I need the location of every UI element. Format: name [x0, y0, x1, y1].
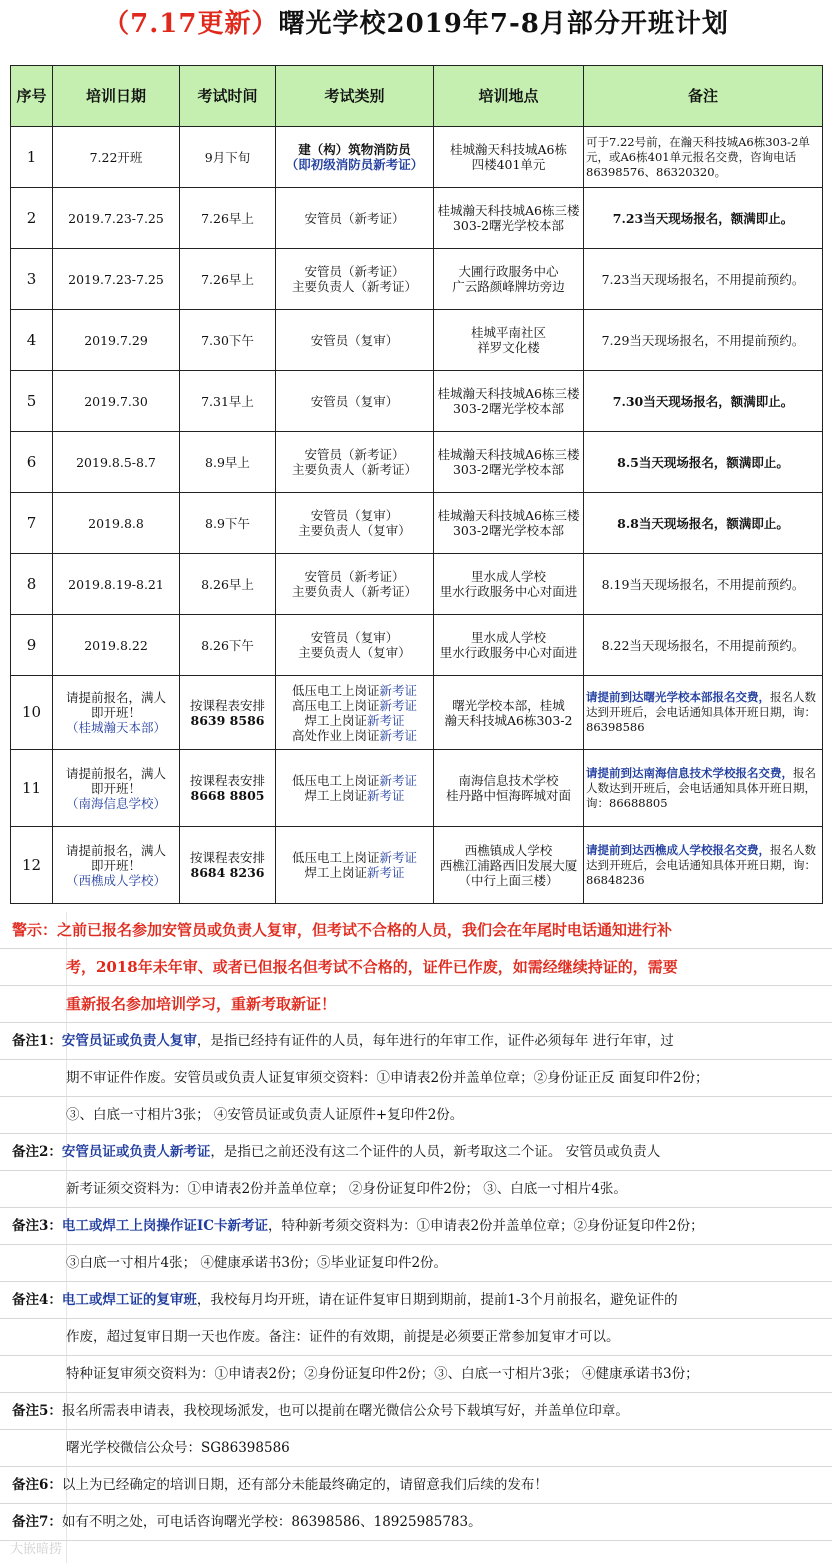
category-line: 主要负责人（复审） — [298, 645, 411, 660]
location-line: 里水成人学校 — [470, 630, 546, 645]
note-label: 备注1： — [12, 1033, 62, 1049]
cell-category — [276, 371, 434, 432]
note-label: 备注5： — [12, 1403, 62, 1419]
date-line: 2019.8.22 — [84, 637, 148, 653]
date-line: （南海信息学校） — [65, 795, 166, 811]
table-row — [11, 615, 823, 676]
table-row — [11, 827, 823, 904]
note-detail: 报名人数达到开班后，会电话通知具体开班日期，询：86398586 — [586, 690, 816, 734]
location-line: 303-2曙光学校本部 — [452, 462, 565, 477]
table-header-row — [11, 66, 823, 127]
warning-line-2: 考，2018年未年审、或者已但报名但考试不合格的，证件已作废，如需经继续持证的，需要 — [0, 949, 832, 986]
category-name: 低压电工上岗证 — [291, 850, 380, 865]
cell-category — [276, 249, 434, 310]
cell-date — [53, 676, 180, 750]
location-line: 广云路颜峰牌坊旁边 — [452, 279, 565, 294]
note-text: 报名所需表申请表，我校现场派发，也可以提前在曙光微信公众号下载填写好，并盖单位印章。 — [61, 1403, 629, 1419]
category-line: 安管员（复审） — [310, 508, 399, 523]
header-cell: 考试时间 — [180, 66, 276, 127]
note-highlight: 请提前到达曙光学校本部报名交费， — [586, 690, 770, 704]
note-label: 备注4： — [12, 1292, 62, 1308]
cell-note — [584, 127, 823, 188]
cell-date — [53, 188, 180, 249]
cell-note — [584, 310, 823, 371]
cell-category — [276, 676, 434, 750]
cell-note — [584, 615, 823, 676]
category-name: 低压电工上岗证 — [291, 773, 380, 788]
cell-date — [53, 554, 180, 615]
location-line: 桂城瀚天科技城A6栋三楼 — [437, 386, 580, 401]
note-line: 7.30当天现场报名，额满即止。 — [612, 393, 794, 409]
category-line — [278, 865, 431, 880]
date-line: 2019.7.23-7.25 — [68, 210, 164, 226]
category-line: 安管员（复审） — [310, 332, 399, 348]
cell-location — [434, 827, 584, 904]
note-topic: 电工或焊工上岗操作证IC卡新考证 — [61, 1218, 268, 1234]
cell-date — [53, 371, 180, 432]
note-paragraph-line — [0, 1504, 832, 1541]
table-row — [11, 432, 823, 493]
schedule-table — [10, 65, 823, 904]
warning-line-3: 重新报名参加培训学习，重新考取新证！ — [0, 986, 832, 1023]
exam-line: 8684 8236 — [190, 865, 265, 880]
location-line: 西樵江浦路西旧发展大厦 — [439, 857, 578, 873]
category-line: 主要负责人（复审） — [298, 523, 411, 538]
note-detail: 报名人数达到开班后，会电话通知具体开班日期，询：86688805 — [586, 765, 816, 810]
cell-note — [584, 249, 823, 310]
location-line: 桂丹路中恒海晖城对面 — [445, 788, 571, 803]
location-line: 四楼401单元 — [471, 157, 546, 172]
location-line: 大圃行政服务中心 — [458, 264, 559, 279]
location-line: 桂城瀚天科技城A6栋三楼 — [437, 203, 580, 218]
cell-date — [53, 750, 180, 827]
cell-note — [584, 676, 823, 750]
cell-exam-time — [180, 432, 276, 493]
cell-category — [276, 750, 434, 827]
category-type: 新考证 — [367, 712, 405, 728]
note-detail: 报名人数达到开班后，会电话通知具体开班日期，询：86848236 — [586, 842, 816, 887]
header-cell: 培训地点 — [434, 66, 584, 127]
cell-location — [434, 750, 584, 827]
category-line — [278, 788, 431, 803]
note-continuation-line: 新考证须交资料为：①申请表2份并盖单位章； ②身份证复印件2份； ③、白底一寸相片4张。 — [0, 1171, 832, 1208]
date-line: 2019.8.8 — [88, 515, 144, 531]
exam-line: 8.26下午 — [201, 637, 254, 653]
category-name: 高压电工上岗证 — [291, 697, 380, 713]
category-line: 建（构）筑物消防员 — [298, 142, 411, 157]
table-row — [11, 371, 823, 432]
exam-line: 7.30下午 — [201, 332, 254, 348]
note-line: 7.29当天现场报名，不用提前预约。 — [601, 332, 805, 348]
table-row — [11, 676, 823, 750]
page-title — [0, 0, 832, 48]
cell-index: 4 — [11, 310, 53, 371]
note-continuation-line: 作废，超过复审日期一天也作废。备注：证件的有效期，前提是必须要正常参加复审才可以。 — [0, 1319, 832, 1356]
note-line: 可于7.22号前，在瀚天科技城A6栋303-2单元，或A6栋401单元报名交费，咨询电话86398576、86320320。 — [586, 134, 810, 179]
category-name: 高处作业上岗证 — [291, 727, 380, 743]
location-line: 桂城瀚天科技城A6栋三楼 — [437, 508, 580, 523]
header-cell: 备注 — [584, 66, 823, 127]
category-line: 安管员（新考证） — [304, 264, 405, 279]
note-continuation-line: 曙光学校微信公众号：SG86398586 — [0, 1430, 832, 1467]
note-paragraph-line — [0, 1023, 832, 1060]
date-line: 2019.7.29 — [84, 332, 148, 348]
cell-location — [434, 310, 584, 371]
location-line: 桂城瀚天科技城A6栋 — [450, 142, 567, 157]
note-label: 备注6： — [12, 1477, 62, 1493]
cell-index: 5 — [11, 371, 53, 432]
note-line: 8.8当天现场报名，额满即止。 — [617, 515, 789, 531]
note-topic: 电工或焊工证的复审班 — [61, 1292, 197, 1308]
cell-date — [53, 827, 180, 904]
cell-index: 11 — [11, 750, 53, 827]
exam-line: 8.9下午 — [205, 515, 250, 531]
cell-index: 7 — [11, 493, 53, 554]
cell-category — [276, 827, 434, 904]
cell-location — [434, 615, 584, 676]
date-line: 请提前报名，满人 — [65, 690, 166, 705]
cell-exam-time — [180, 750, 276, 827]
category-line — [278, 713, 431, 728]
cell-category — [276, 615, 434, 676]
exam-line: 按课程表安排 — [189, 697, 265, 713]
cell-index: 10 — [11, 676, 53, 750]
table-row — [11, 188, 823, 249]
notes-section — [0, 912, 832, 1541]
cell-index: 12 — [11, 827, 53, 904]
cell-date — [53, 432, 180, 493]
category-type: 新考证 — [379, 682, 418, 698]
cell-note — [584, 827, 823, 904]
note-paragraph-line — [0, 1467, 832, 1504]
cell-index: 8 — [11, 554, 53, 615]
cell-note — [584, 432, 823, 493]
cell-note — [584, 493, 823, 554]
cell-exam-time — [180, 249, 276, 310]
note-text: 如有不明之处，可电话咨询曙光学校：86398586、18925985783。 — [61, 1514, 482, 1530]
date-line: （桂城瀚天本部） — [65, 720, 166, 735]
location-line: 祥罗文化楼 — [477, 340, 540, 355]
table-row — [11, 249, 823, 310]
cell-note — [584, 750, 823, 827]
title-main: 曙光学校2019年7-8月部分开班计划 — [278, 9, 729, 39]
category-line: 安管员（复审） — [310, 393, 399, 409]
location-line: 303-2曙光学校本部 — [452, 401, 565, 416]
cell-category — [276, 127, 434, 188]
title-update-tag: （7.17更新） — [103, 9, 279, 39]
cell-index: 1 — [11, 127, 53, 188]
location-line: 西樵镇成人学校 — [464, 842, 553, 858]
category-name: 焊工上岗证 — [304, 865, 367, 880]
cell-location — [434, 554, 584, 615]
cell-location — [434, 676, 584, 750]
location-line: 曙光学校本部，桂城 — [452, 697, 565, 713]
cell-index: 9 — [11, 615, 53, 676]
category-type: 新考证 — [379, 727, 418, 743]
table-row — [11, 127, 823, 188]
cell-exam-time — [180, 554, 276, 615]
cell-location — [434, 127, 584, 188]
location-line: 瀚天科技城A6栋303-2 — [444, 712, 573, 728]
cell-category — [276, 188, 434, 249]
category-line: 安管员（新考证） — [304, 569, 405, 584]
date-line: 2019.8.5-8.7 — [76, 454, 156, 470]
location-line: 里水成人学校 — [470, 569, 546, 584]
category-type: 新考证 — [379, 773, 418, 788]
exam-line: 按课程表安排 — [189, 850, 265, 865]
category-line: 主要负责人（新考证） — [291, 462, 417, 477]
cell-exam-time — [180, 676, 276, 750]
category-line: 安管员（新考证） — [304, 447, 405, 462]
date-line: 2019.7.23-7.25 — [68, 271, 164, 287]
location-line: 303-2曙光学校本部 — [452, 218, 565, 233]
category-line — [278, 683, 431, 698]
table-row — [11, 554, 823, 615]
cell-date — [53, 493, 180, 554]
cell-exam-time — [180, 188, 276, 249]
cell-note — [584, 371, 823, 432]
location-line: 桂城平南社区 — [470, 325, 546, 340]
cell-location — [434, 188, 584, 249]
note-highlight: 请提前到达南海信息技术学校报名交费， — [586, 765, 793, 780]
cell-index: 3 — [11, 249, 53, 310]
date-line: （西樵成人学校） — [65, 872, 166, 888]
note-paragraph-line — [0, 1208, 832, 1245]
location-line: 里水行政服务中心对面进 — [439, 645, 578, 660]
cell-location — [434, 432, 584, 493]
cell-exam-time — [180, 127, 276, 188]
date-line: 即开班！ — [90, 780, 141, 796]
location-line: 里水行政服务中心对面进 — [439, 584, 578, 599]
cell-note — [584, 188, 823, 249]
date-line: 7.22开班 — [89, 149, 143, 165]
cell-category — [276, 554, 434, 615]
location-line: 南海信息技术学校 — [458, 773, 559, 788]
note-continuation-line: ③、白底一寸相片3张； ④安管员证或负责人证原件+复印件2份。 — [0, 1097, 832, 1134]
date-line: 2019.7.30 — [84, 393, 148, 409]
exam-line: 9月下旬 — [204, 149, 251, 165]
note-line: 7.23当天现场报名，不用提前预约。 — [601, 271, 805, 287]
note-line: 8.5当天现场报名，额满即止。 — [617, 454, 789, 470]
category-line — [278, 698, 431, 713]
cell-date — [53, 310, 180, 371]
exam-line: 8.9早上 — [205, 454, 250, 470]
note-label: 备注3： — [12, 1218, 62, 1234]
cell-exam-time — [180, 615, 276, 676]
note-line: 7.23当天现场报名，额满即止。 — [612, 210, 794, 226]
category-line — [278, 728, 431, 743]
note-label: 备注7： — [12, 1514, 62, 1530]
date-line: 2019.8.19-8.21 — [68, 576, 164, 592]
note-text: ，我校每月均开班，请在证件复审日期到期前，提前1-3个月前报名，避免证件的 — [196, 1292, 678, 1308]
date-line: 即开班！ — [90, 857, 141, 873]
cell-category — [276, 493, 434, 554]
cell-exam-time — [180, 310, 276, 371]
location-line: 桂城瀚天科技城A6栋三楼 — [437, 447, 580, 462]
cell-exam-time — [180, 493, 276, 554]
exam-line: 8639 8586 — [190, 712, 265, 728]
watermark: 大嵌暗捞 — [10, 1542, 63, 1557]
exam-line: 8.26早上 — [201, 576, 254, 592]
location-line: 303-2曙光学校本部 — [452, 523, 565, 538]
cell-note — [584, 554, 823, 615]
cell-index: 6 — [11, 432, 53, 493]
category-type: 新考证 — [367, 788, 405, 803]
table-row — [11, 310, 823, 371]
note-paragraph-line — [0, 1393, 832, 1430]
note-continuation-line: 期不审证件作废。安管员或负责人证复审须交资料：①申请表2份并盖单位章；②身份证正反 面复印件2份； — [0, 1060, 832, 1097]
exam-line: 按课程表安排 — [189, 773, 265, 788]
note-text: ，是指已经持有证件的人员，每年进行的年审工作，证件必须每年 进行年审，过 — [196, 1033, 674, 1049]
category-name: 低压电工上岗证 — [291, 682, 380, 698]
cell-exam-time — [180, 827, 276, 904]
category-type: 新考证 — [379, 850, 418, 865]
cell-date — [53, 249, 180, 310]
cell-date — [53, 127, 180, 188]
cell-index: 2 — [11, 188, 53, 249]
table-row — [11, 493, 823, 554]
category-line: （即初级消防员新考证） — [285, 157, 424, 172]
category-line: 安管员（新考证） — [304, 210, 405, 226]
category-name: 焊工上岗证 — [304, 712, 367, 728]
category-line: 主要负责人（新考证） — [291, 584, 417, 599]
category-name: 焊工上岗证 — [304, 788, 367, 803]
cell-category — [276, 310, 434, 371]
cell-location — [434, 249, 584, 310]
cell-location — [434, 371, 584, 432]
exam-line: 7.31早上 — [201, 393, 254, 409]
category-line: 安管员（复审） — [310, 630, 399, 645]
note-line: 8.22当天现场报名，不用提前预约。 — [601, 637, 805, 653]
date-line: 即开班！ — [90, 705, 141, 720]
category-line — [278, 773, 431, 788]
cell-exam-time — [180, 371, 276, 432]
header-cell: 序号 — [11, 66, 53, 127]
note-paragraph-line — [0, 1282, 832, 1319]
table-row — [11, 750, 823, 827]
cell-category — [276, 432, 434, 493]
warning-line-1: 警示：之前已报名参加安管员或负责人复审，但考试不合格的人员，我们会在年尾时电话通知进行补 — [0, 912, 832, 949]
note-line: 8.19当天现场报名，不用提前预约。 — [601, 576, 805, 592]
category-line — [278, 850, 431, 865]
date-line: 请提前报名，满人 — [65, 842, 166, 858]
note-continuation-line: ③白底一寸相片4张； ④健康承诺书3份；⑤毕业证复印件2份。 — [0, 1245, 832, 1282]
location-line: （中行上面三楼） — [458, 872, 559, 888]
category-type: 新考证 — [379, 697, 418, 713]
cell-date — [53, 615, 180, 676]
category-type: 新考证 — [367, 865, 405, 880]
note-continuation-line: 特种证复审须交资料为：①申请表2份；②身份证复印件2份；③、白底一寸相片3张； ④健康承诺书3份； — [0, 1356, 832, 1393]
note-highlight: 请提前到达西樵成人学校报名交费， — [586, 842, 770, 857]
category-line: 主要负责人（新考证） — [291, 279, 417, 294]
exam-line: 8668 8805 — [190, 788, 265, 803]
note-text: ，是指已之前还没有这二个证件的人员，新考取这二个证。 安管员或负责人 — [210, 1144, 661, 1160]
note-topic: 安管员证或负责人新考证 — [61, 1144, 211, 1160]
exam-line: 7.26早上 — [201, 210, 254, 226]
note-paragraph-line — [0, 1134, 832, 1171]
note-label: 备注2： — [12, 1144, 62, 1160]
cell-location — [434, 493, 584, 554]
note-text: ，特种新考须交资料为：①申请表2份并盖单位章；②身份证复印件2份； — [267, 1218, 704, 1234]
note-text: 以上为已经确定的培训日期，还有部分未能最终确定的，请留意我们后续的发布！ — [61, 1477, 548, 1493]
header-cell: 培训日期 — [53, 66, 180, 127]
exam-line: 7.26早上 — [201, 271, 254, 287]
date-line: 请提前报名，满人 — [65, 765, 166, 781]
note-topic: 安管员证或负责人复审 — [61, 1033, 197, 1049]
header-cell: 考试类别 — [276, 66, 434, 127]
